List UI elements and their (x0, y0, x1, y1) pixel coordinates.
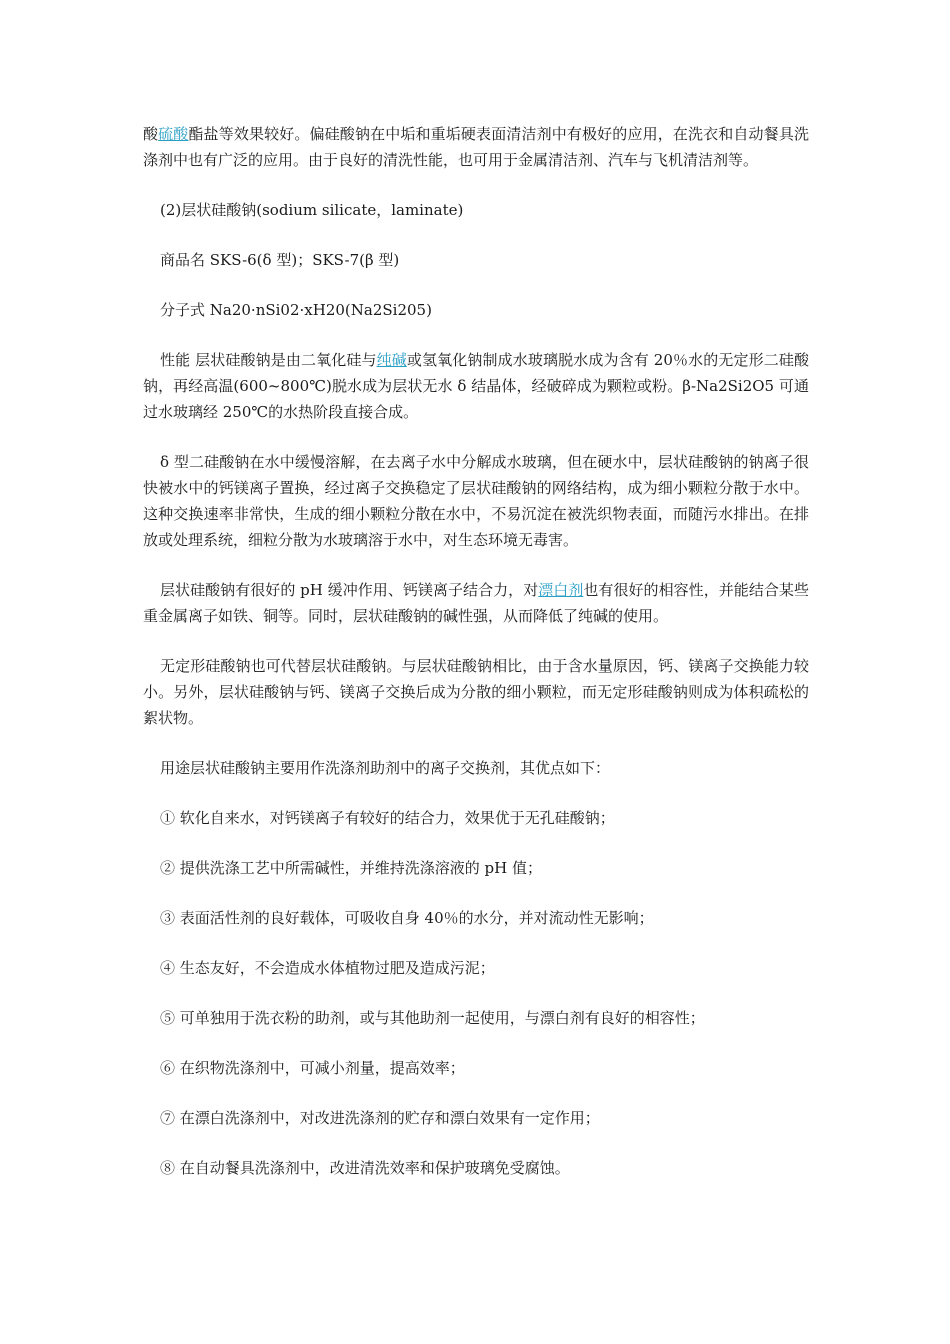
list-item: ① 软化自来水，对钙镁离子有较好的结合力，效果优于无孔硅酸钠； (160, 809, 615, 827)
text-segment: 层状硅酸钠有很好的 pH 缓冲作用、钙镁离子结合力，对 (160, 581, 539, 599)
paragraph-usage-intro: 用途层状硅酸钠主要用作洗涤剂助剂中的离子交换剂，其优点如下： (160, 759, 611, 777)
section-heading-layered-silicate: (2)层状硅酸钠(sodium silicate，laminate) (160, 201, 464, 219)
link-sulfuric-acid[interactable]: 硫酸 (158, 125, 189, 143)
list-item: ⑤ 可单独用于洗衣粉的助剂，或与其他助剂一起使用，与漂白剂有良好的相容性； (160, 1009, 705, 1027)
paragraph-molecular-formula: 分子式 Na20·nSi02·xH20(Na2Si205) (160, 301, 432, 319)
paragraph-amorphous-silicate: 无定形硅酸钠也可代替层状硅酸钠。与层状硅酸钠相比，由于含水量原因，钙、镁离子交换能力较小。另外，层状硅酸钠与钙、镁离子交换后成为分散的细小颗粒，而无定形硅酸钠则成为体积疏松的絮状物。 (143, 657, 809, 727)
text-segment: 酸 (143, 125, 159, 143)
list-item: ④ 生态友好，不会造成水体植物过肥及造成污泥； (160, 959, 495, 977)
link-soda-ash[interactable]: 纯碱 (376, 351, 407, 369)
text-segment: 或氢氧化钠制成水玻璃脱水成为含有 20％水的无定形二硅酸钠，再经高温(600~800℃)脱水成为层状无水 δ 结晶体，经破碎成为颗粒或粉。β-Na2Si2O5 可通过水玻璃经 250℃的水热阶段直接合成。 (143, 351, 809, 421)
paragraph-buffering (143, 577, 809, 629)
list-item: ② 提供洗涤工艺中所需碱性，并维持洗涤溶液的 pH 值； (160, 859, 542, 877)
document-body (143, 121, 809, 1205)
list-item: ⑧ 在自动餐具洗涤剂中，改进清洗效率和保护玻璃免受腐蚀。 (160, 1159, 570, 1177)
text-segment: 性能 层状硅酸钠是由二氧化硅与 (160, 351, 377, 369)
text-segment: 也有很好的相容性，并能结合某些重金属离子如铁、铜等。同时，层状硅酸钠的碱性强，从而降低了纯碱的使用。 (143, 581, 809, 625)
list-item: ⑦ 在漂白洗涤剂中，对改进洗涤剂的贮存和漂白效果有一定作用； (160, 1109, 600, 1127)
paragraph-trade-name: 商品名 SKS-6(δ 型)；SKS-7(β 型) (160, 251, 400, 269)
link-bleach[interactable]: 漂白剂 (538, 581, 584, 599)
paragraph-delta-disilicate: δ 型二硅酸钠在水中缓慢溶解，在去离子水中分解成水玻璃，但在硬水中，层状硅酸钠的钠离子很快被水中的钙镁离子置换，经过离子交换稳定了层状硅酸钠的网络结构，成为细小颗粒分散于水中。这种交换速率非常快，生成的细小颗粒分散在水中，不易沉淀在被洗织物表面，而随污水排出。在排放或处理系统，细粒分散为水玻璃溶于水中，对生态环境无毒害。 (143, 453, 809, 549)
paragraph-properties (143, 347, 809, 425)
list-item: ③ 表面活性剂的良好载体，可吸收自身 40％的水分，并对流动性无影响； (160, 909, 654, 927)
text-segment: 酯盐等效果较好。偏硅酸钠在中垢和重垢硬表面清洁剂中有极好的应用，在洗衣和自动餐具洗涤剂中也有广泛的应用。由于良好的清洗性能，也可用于金属清洁剂、汽车与飞机清洁剂等。 (143, 125, 809, 169)
list-item: ⑥ 在织物洗涤剂中，可减小剂量，提高效率； (160, 1059, 465, 1077)
paragraph-sulfate-usage (143, 121, 809, 173)
